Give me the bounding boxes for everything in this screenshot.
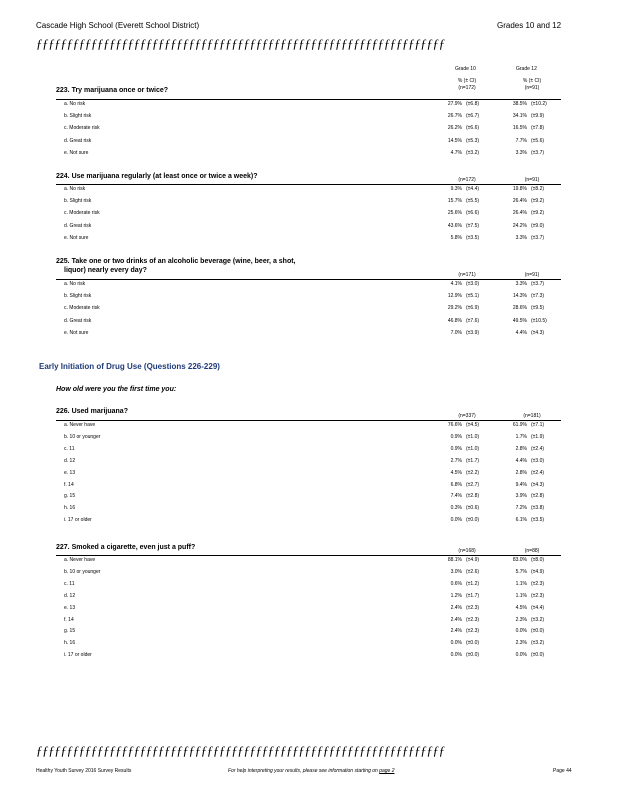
question-rule — [56, 184, 561, 185]
grade12-ci: (±5.6) — [531, 138, 545, 144]
grade10-ci: (±2.8) — [466, 493, 480, 499]
grade10-ci: (±6.6) — [466, 210, 480, 216]
grade10-percent: 1.2% — [450, 593, 462, 599]
grade12-percent: 9.4% — [515, 482, 527, 488]
grade10-percent: 0.0% — [450, 517, 462, 523]
grade10-percent: 9.3% — [450, 186, 462, 192]
grade10-ci: (±0.0) — [466, 652, 480, 658]
grade12-percent: 24.2% — [512, 223, 527, 229]
grade12-ci: (±1.9) — [531, 434, 545, 440]
response-label: b. Slight risk — [64, 113, 92, 119]
grade10-ci: (±3.5) — [466, 235, 480, 241]
grade10-ci: (±0.0) — [466, 517, 480, 523]
footer-left: Healthy Youth Survey 2016 Survey Results — [36, 768, 132, 774]
response-label: a. Never have — [64, 422, 96, 428]
grade12-ci: (±2.3) — [531, 581, 545, 587]
response-label: h. 16 — [64, 640, 76, 646]
question-rule — [56, 279, 561, 280]
grade12-ci: (±4.3) — [531, 482, 545, 488]
grade12-ci: (±0.0) — [531, 628, 545, 634]
grade12-ci: (±2.4) — [531, 470, 545, 476]
response-label: e. Not sure — [64, 330, 89, 336]
grade12-percent: 1.7% — [515, 434, 527, 440]
grade10-ci: (±2.2) — [466, 470, 480, 476]
grade10-percent: 0.0% — [450, 640, 462, 646]
grade12-ci: (±2.4) — [531, 446, 545, 452]
question-title-line2: liquor) nearly every day? — [64, 267, 147, 274]
grade12-ci: (±10.5) — [531, 318, 547, 324]
grade10-percent: 15.7% — [447, 198, 462, 204]
response-label: d. 12 — [64, 593, 76, 599]
grade12-percent: 1.1% — [515, 581, 527, 587]
grade12-percent: 3.9% — [515, 493, 527, 499]
grade12-percent: 34.1% — [512, 113, 527, 119]
grade12-percent: 3.3% — [515, 235, 527, 241]
grade10-header: Grade 10 — [455, 66, 476, 72]
grade10-percent: 2.4% — [450, 628, 462, 634]
grade10-ci: (±3.0) — [466, 281, 480, 287]
response-label: i. 17 or older — [64, 652, 92, 658]
grade10-percent: 0.6% — [450, 581, 462, 587]
question-title: 223. Try marijuana once or twice? — [56, 87, 169, 94]
grade10-percent: 5.8% — [450, 235, 462, 241]
grade10-percent: 29.2% — [447, 305, 462, 311]
grade12-percent: 1.1% — [515, 593, 527, 599]
response-label: a. No risk — [64, 186, 86, 192]
ci-label-grade12: % (± CI) — [522, 78, 542, 84]
grade12-percent: 83.0% — [512, 557, 527, 563]
response-label: e. Not sure — [64, 150, 89, 156]
grade12-ci: (±3.5) — [531, 517, 545, 523]
question-rule — [56, 420, 561, 421]
grade12-ci: (±3.7) — [531, 150, 545, 156]
response-label: e. 13 — [64, 605, 76, 611]
section-title: Early Initiation of Drug Use (Questions 226-229) — [39, 362, 220, 371]
grade10-ci: (±4.9) — [466, 557, 480, 563]
grade10-percent: 88.1% — [447, 557, 462, 563]
grade12-ci: (±4.4) — [531, 605, 545, 611]
response-label: b. 10 or younger — [64, 569, 101, 575]
grade12-ci: (±9.2) — [531, 198, 545, 204]
grade10-percent: 4.1% — [450, 281, 462, 287]
grade12-ci: (±3.8) — [531, 505, 545, 511]
grade10-percent: 4.7% — [450, 150, 462, 156]
grade12-percent: 3.3% — [515, 150, 527, 156]
response-label: g. 15 — [64, 628, 76, 634]
footer-help-text: For help interpreting your results, please see information starting on — [228, 768, 378, 774]
grade12-percent: 4.5% — [515, 605, 527, 611]
grades-label: Grades 10 and 12 — [497, 21, 562, 30]
grade12-percent: 26.4% — [512, 210, 527, 216]
grade12-ci: (±3.2) — [531, 617, 545, 623]
grade12-ci: (±7.8) — [531, 125, 545, 131]
grade10-ci: (±1.0) — [466, 446, 480, 452]
section-lead: How old were you the first time you: — [56, 386, 177, 393]
n-grade10: (n=172) — [458, 85, 476, 91]
response-label: b. 10 or younger — [64, 434, 101, 440]
grade10-ci: (±2.3) — [466, 605, 480, 611]
grade10-percent: 6.8% — [450, 482, 462, 488]
grade10-ci: (±5.3) — [466, 138, 480, 144]
grade10-ci: (±1.7) — [466, 458, 480, 464]
grade12-ci: (±3.2) — [531, 640, 545, 646]
grade12-percent: 14.3% — [512, 293, 527, 299]
n-grade12: (n=91) — [524, 177, 540, 183]
grade12-percent: 0.0% — [515, 628, 527, 634]
response-label: b. Slight risk — [64, 198, 92, 204]
footer-help — [228, 768, 395, 774]
grade10-ci: (±0.0) — [466, 640, 480, 646]
grade10-percent: 0.9% — [450, 434, 462, 440]
grade12-percent: 49.5% — [512, 318, 527, 324]
response-label: b. Slight risk — [64, 293, 92, 299]
response-label: h. 16 — [64, 505, 76, 511]
footer-page-link[interactable]: page 2 — [379, 768, 395, 774]
grade12-header: Grade 12 — [516, 66, 537, 72]
grade12-ci: (±3.7) — [531, 235, 545, 241]
grade10-percent: 0.0% — [450, 652, 462, 658]
response-label: d. 12 — [64, 458, 76, 464]
grade12-ci: (±3.7) — [531, 281, 545, 287]
grade10-percent: 46.8% — [447, 318, 462, 324]
grade10-ci: (±2.3) — [466, 628, 480, 634]
n-grade12: (n=91) — [524, 272, 540, 278]
grade10-percent: 3.0% — [450, 569, 462, 575]
response-label: f. 14 — [64, 617, 74, 623]
grade12-ci: (±9.5) — [531, 305, 545, 311]
grade12-ci: (±7.1) — [531, 422, 545, 428]
response-label: d. Great risk — [64, 223, 92, 229]
grade12-percent: 7.2% — [515, 505, 527, 511]
grade12-ci: (±9.9) — [531, 113, 545, 119]
grade10-ci: (±6.7) — [466, 113, 480, 119]
grade12-ci: (±7.3) — [531, 293, 545, 299]
grade10-ci: (±6.6) — [466, 125, 480, 131]
response-label: e. 13 — [64, 470, 76, 476]
grade10-ci: (±7.5) — [466, 223, 480, 229]
question-title: 227. Smoked a cigarette, even just a puff? — [56, 544, 196, 551]
grade10-ci: (±2.6) — [466, 569, 480, 575]
grade10-ci: (±1.0) — [466, 434, 480, 440]
grade12-ci: (±4.3) — [531, 330, 545, 336]
grade10-percent: 27.9% — [447, 101, 462, 107]
grade12-ci: (±8.0) — [531, 557, 545, 563]
n-grade12: (n=88) — [524, 548, 540, 554]
grade10-percent: 2.7% — [450, 458, 462, 464]
grade12-percent: 2.8% — [515, 446, 527, 452]
response-label: c. 11 — [64, 446, 75, 452]
grade10-ci: (±0.6) — [466, 505, 480, 511]
grade10-percent: 43.6% — [447, 223, 462, 229]
grade10-ci: (±3.9) — [466, 330, 480, 336]
grade12-ci: (±9.2) — [531, 210, 545, 216]
grade12-ci: (±0.0) — [531, 652, 545, 658]
question-title: 224. Use marijuana regularly (at least once or twice a week)? — [56, 173, 258, 180]
grade10-percent: 26.7% — [447, 113, 462, 119]
grade12-percent: 28.6% — [512, 305, 527, 311]
top-rule: ƒƒƒƒƒƒƒƒƒƒƒƒƒƒƒƒƒƒƒƒƒƒƒƒƒƒƒƒƒƒƒƒƒƒƒƒƒƒƒƒƒƒƒƒƒƒƒƒƒƒƒƒƒƒƒƒƒƒƒƒƒƒƒƒƒƒƒ — [36, 36, 445, 51]
response-label: c. 11 — [64, 581, 75, 587]
grade10-ci: (±3.2) — [466, 150, 480, 156]
question-rule — [56, 555, 561, 556]
grade10-percent: 12.9% — [447, 293, 462, 299]
grade12-ci: (±10.2) — [531, 101, 547, 107]
grade10-percent: 76.6% — [447, 422, 462, 428]
response-label: f. 14 — [64, 482, 74, 488]
grade10-ci: (±4.4) — [466, 186, 480, 192]
grade12-percent: 0.0% — [515, 652, 527, 658]
response-label: a. Never have — [64, 557, 96, 563]
page-number: Page 44 — [553, 768, 572, 774]
grade10-ci: (±6.8) — [466, 101, 480, 107]
grade12-percent: 2.3% — [515, 617, 527, 623]
grade12-percent: 5.7% — [515, 569, 527, 575]
response-label: i. 17 or older — [64, 517, 92, 523]
grade12-percent: 7.7% — [515, 138, 527, 144]
grade10-percent: 2.4% — [450, 617, 462, 623]
grade12-percent: 19.8% — [512, 186, 527, 192]
grade10-ci: (±6.9) — [466, 305, 480, 311]
grade12-percent: 26.4% — [512, 198, 527, 204]
grade10-percent: 0.9% — [450, 446, 462, 452]
grade10-percent: 7.4% — [450, 493, 462, 499]
grade12-ci: (±8.2) — [531, 186, 545, 192]
response-label: c. Moderate risk — [64, 210, 100, 216]
grade10-percent: 0.3% — [450, 505, 462, 511]
grade10-percent: 7.0% — [450, 330, 462, 336]
question-title: 225. Take one or two drinks of an alcoholic beverage (wine, beer, a shot, — [56, 258, 296, 265]
grade10-ci: (±1.7) — [466, 593, 480, 599]
grade10-ci: (±7.6) — [466, 318, 480, 324]
n-grade12: (n=181) — [523, 413, 541, 419]
grade10-percent: 2.4% — [450, 605, 462, 611]
grade12-percent: 2.3% — [515, 640, 527, 646]
grade10-ci: (±5.5) — [466, 198, 480, 204]
grade12-percent: 38.5% — [512, 101, 527, 107]
ci-label-grade10: % (± CI) — [457, 78, 477, 84]
response-label: c. Moderate risk — [64, 305, 100, 311]
grade12-ci: (±9.0) — [531, 223, 545, 229]
n-grade10: (n=337) — [458, 413, 476, 419]
n-grade10: (n=171) — [458, 272, 476, 278]
grade10-percent: 25.6% — [447, 210, 462, 216]
grade12-percent: 16.5% — [512, 125, 527, 131]
grade10-ci: (±1.2) — [466, 581, 480, 587]
n-grade12: (n=91) — [524, 85, 540, 91]
grade12-percent: 3.3% — [515, 281, 527, 287]
grade10-percent: 14.5% — [447, 138, 462, 144]
grade12-ci: (±2.8) — [531, 493, 545, 499]
response-label: c. Moderate risk — [64, 125, 100, 131]
school-title: Cascade High School (Everett School District) — [36, 21, 200, 30]
n-grade10: (n=168) — [458, 548, 476, 554]
grade10-ci: (±2.7) — [466, 482, 480, 488]
grade12-percent: 4.4% — [515, 330, 527, 336]
question-title: 226. Used marijuana? — [56, 408, 128, 415]
grade12-percent: 2.8% — [515, 470, 527, 476]
response-label: d. Great risk — [64, 318, 92, 324]
grade10-ci: (±4.5) — [466, 422, 480, 428]
grade12-percent: 6.1% — [515, 517, 527, 523]
response-label: g. 15 — [64, 493, 76, 499]
bottom-rule: ƒƒƒƒƒƒƒƒƒƒƒƒƒƒƒƒƒƒƒƒƒƒƒƒƒƒƒƒƒƒƒƒƒƒƒƒƒƒƒƒƒƒƒƒƒƒƒƒƒƒƒƒƒƒƒƒƒƒƒƒƒƒƒƒƒƒƒ — [36, 743, 445, 758]
grade10-percent: 4.5% — [450, 470, 462, 476]
grade10-percent: 26.2% — [447, 125, 462, 131]
grade12-ci: (±3.0) — [531, 458, 545, 464]
grade12-percent: 61.9% — [512, 422, 527, 428]
n-grade10: (n=172) — [458, 177, 476, 183]
response-label: a. No risk — [64, 281, 86, 287]
question-rule — [56, 99, 561, 100]
grade12-percent: 4.4% — [515, 458, 527, 464]
response-label: a. No risk — [64, 101, 86, 107]
grade10-ci: (±5.1) — [466, 293, 480, 299]
grade12-ci: (±4.9) — [531, 569, 545, 575]
response-label: d. Great risk — [64, 138, 92, 144]
response-label: e. Not sure — [64, 235, 89, 241]
grade10-ci: (±2.3) — [466, 617, 480, 623]
grade12-ci: (±2.3) — [531, 593, 545, 599]
